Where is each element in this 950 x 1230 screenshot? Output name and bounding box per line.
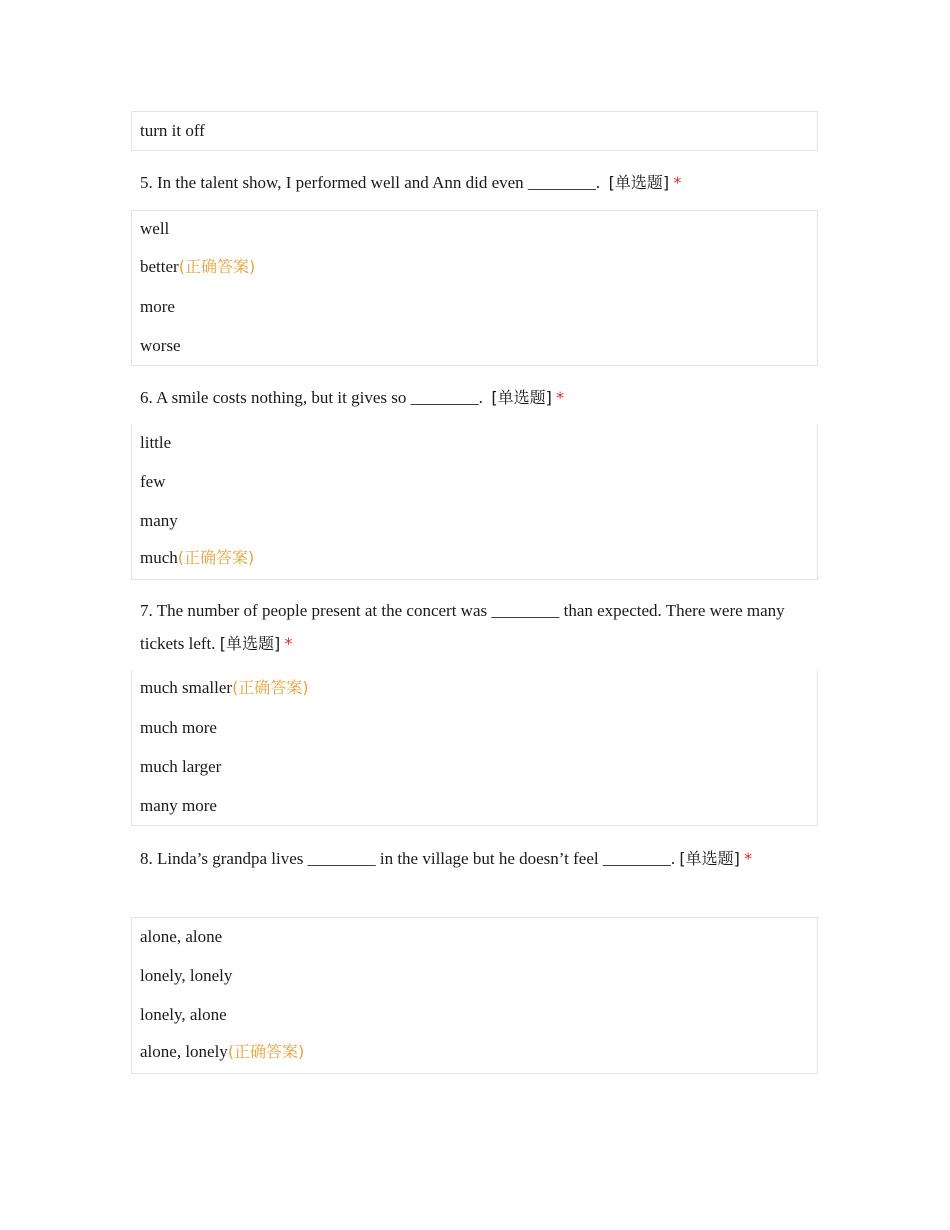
question-type-label: [单选题] — [608, 173, 670, 192]
q6-options-box — [131, 424, 818, 580]
option-label: few — [140, 472, 166, 491]
q8-option-3[interactable] — [140, 1005, 227, 1025]
q5-question — [140, 166, 812, 199]
option-label: alone, alone — [140, 927, 223, 946]
q4-option-1[interactable] — [140, 121, 205, 141]
q8-option-2[interactable] — [140, 966, 232, 986]
required-marker: * — [556, 388, 565, 407]
option-label: many more — [140, 796, 217, 815]
option-label: better — [140, 257, 179, 276]
option-label: many — [140, 511, 178, 530]
option-label: much smaller — [140, 678, 233, 697]
question-text: 5. In the talent show, I performed well and Ann did even ________. — [140, 173, 601, 192]
q7-option-4[interactable] — [140, 796, 217, 816]
q8-options-box — [131, 917, 818, 1074]
question-text: 6. A smile costs nothing, but it gives so ________. — [140, 388, 483, 407]
correct-answer-tag: (正确答案) — [178, 257, 256, 276]
q4-options-box — [131, 111, 818, 151]
option-label: turn it off — [140, 121, 205, 140]
required-marker: * — [744, 849, 753, 868]
option-label: lonely, lonely — [140, 966, 233, 985]
correct-answer-tag: (正确答案) — [177, 548, 255, 567]
option-label: much more — [140, 718, 217, 737]
q6-question — [140, 381, 812, 414]
option-label: more — [140, 297, 175, 316]
q5-options-box — [131, 210, 818, 366]
q6-option-4[interactable] — [140, 548, 254, 568]
option-label: lonely, alone — [140, 1005, 227, 1024]
q8-option-4[interactable] — [140, 1042, 304, 1062]
option-label: little — [140, 433, 172, 452]
q7-options-box — [131, 670, 818, 826]
q7-option-2[interactable] — [140, 718, 217, 738]
question-text: 7. The number of people present at the concert was ________ than expected. There were many tickets left. — [140, 601, 785, 653]
q6-option-2[interactable] — [140, 472, 165, 492]
option-label: alone, lonely — [140, 1042, 228, 1061]
correct-answer-tag: (正确答案) — [227, 1042, 305, 1061]
q5-option-1[interactable] — [140, 219, 169, 239]
q5-option-2[interactable] — [140, 257, 255, 277]
q5-option-4[interactable] — [140, 336, 181, 356]
option-label: much — [140, 548, 178, 567]
required-marker: * — [284, 634, 293, 653]
question-type-label: [单选题] — [679, 849, 740, 868]
question-type-label: [单选题] — [219, 634, 281, 653]
q6-option-3[interactable] — [140, 511, 178, 531]
q7-option-1[interactable] — [140, 678, 309, 698]
correct-answer-tag: (正确答案) — [232, 678, 309, 697]
question-type-label: [单选题] — [491, 388, 552, 407]
option-label: worse — [140, 336, 181, 355]
option-label: well — [140, 219, 170, 238]
q7-question — [140, 594, 812, 660]
q8-option-1[interactable] — [140, 927, 222, 947]
q6-option-1[interactable] — [140, 433, 171, 453]
option-label: much larger — [140, 757, 222, 776]
q5-option-3[interactable] — [140, 297, 175, 317]
question-text: 8. Linda’s grandpa lives ________ in the village but he doesn’t feel ________. — [140, 849, 676, 868]
required-marker: * — [673, 173, 682, 192]
q7-option-3[interactable] — [140, 757, 221, 777]
q8-question — [140, 842, 812, 875]
